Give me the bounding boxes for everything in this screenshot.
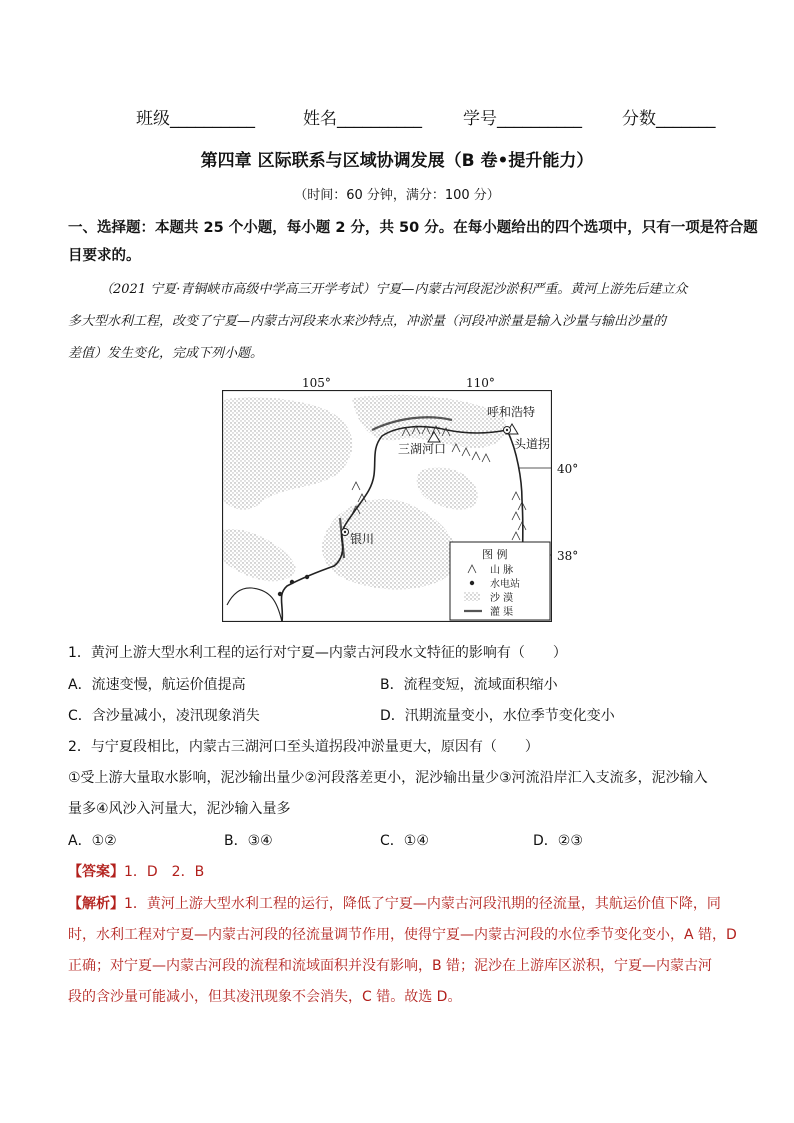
map-legend (450, 542, 550, 620)
legend-mountain-label: 山 脉 (490, 565, 514, 576)
question-2-statements-line2: 量多④风沙入河量大，泥沙输入量多 (68, 801, 291, 817)
question-2-option-a: A．①② (68, 833, 117, 849)
toudaoguai-label: 头道拐 (514, 437, 551, 451)
sanhuhekou-label: 三湖河口 (398, 442, 447, 456)
answer-line (68, 861, 204, 881)
question-2-option-d: D．②③ (533, 833, 583, 849)
question-1-option-b: B．流程变短，流域面积缩小 (380, 677, 558, 693)
analysis-tag: 【解析】 (68, 896, 124, 912)
question-2-option-c: C．①④ (380, 833, 429, 849)
time-score-note: （时间：60 分钟，满分：100 分） (294, 188, 500, 203)
student-info-header (0, 104, 794, 132)
intro-line1: （2021 宁夏·青铜峡市高级中学高三开学考试）宁夏—内蒙古河段泥沙淤积严重。黄河上游先后建立众 (100, 282, 688, 297)
legend-desert-icon (464, 592, 480, 601)
legend-canal-label: 灌 渠 (490, 607, 514, 618)
latitude-40-label: 40° (557, 462, 579, 476)
class-field-label: 班级__________ (136, 109, 255, 129)
question-2-stem: 2．与宁夏段相比，内蒙古三湖河口至头道拐段冲淤量更大，原因有（ ） (68, 739, 539, 755)
legend-desert-label: 沙 漠 (490, 593, 514, 604)
hohhot-label: 呼和浩特 (487, 405, 536, 419)
analysis-line3: 正确；对宁夏—内蒙古河段的流程和流域面积并没有影响，B 错；泥沙在上游库区淤积，宁夏—内蒙古河 (68, 958, 713, 974)
intro-line3: 差值）发生变化，完成下列小题。 (68, 346, 264, 361)
student-id-field-label: 学号__________ (463, 109, 582, 129)
page-title: 第四章 区际联系与区域协调发展（B 卷•提升能力） (200, 151, 594, 171)
legend-hydro-icon (470, 581, 474, 585)
question-1-option-a: A．流速变慢，航运价值提高 (68, 677, 246, 693)
legend-hydro-label: 水电站 (490, 579, 520, 590)
analysis-line4: 段的含沙量可能减小，但其凌汛现象不会消失，C 错。故选 D。 (68, 989, 462, 1005)
longitude-110-label: 110° (466, 376, 495, 390)
analysis-line2: 时，水利工程对宁夏—内蒙古河段的径流量调节作用，使得宁夏—内蒙古河段的水位季节变化变小，A 错，D (68, 927, 737, 943)
score-field-label: 分数_______ (622, 109, 716, 129)
yinchuan-label: 银川 (350, 532, 375, 546)
analysis-text-line1: 1．黄河上游大型水利工程的运行，降低了宁夏—内蒙古河段汛期的径流量，其航运价值下降，同 (124, 896, 721, 912)
longitude-105-label: 105° (302, 376, 331, 390)
name-field-label: 姓名__________ (303, 109, 422, 129)
answer-text: 1．D 2．B (124, 864, 205, 880)
answer-tag: 【答案】 (68, 864, 124, 880)
latitude-38-label: 38° (557, 549, 579, 563)
section-instruction-line1: 一、选择题：本题共 25 个小题，每小题 2 分，共 50 分。在每小题给出的四个选项中，只有一项是符合题 (68, 220, 758, 236)
analysis-line1 (68, 893, 721, 913)
question-2-statements-line1: ①受上游大量取水影响，泥沙输出量少②河段落差更小，泥沙输出量少③河流沿岸汇入支流多，泥沙输入 (68, 770, 708, 786)
legend-title: 图 例 (482, 548, 508, 561)
question-2-option-b: B．③④ (224, 833, 273, 849)
question-1-option-c: C．含沙量减小，凌汛现象消失 (68, 708, 260, 724)
section-instruction-line2: 目要求的。 (68, 248, 141, 264)
question-1-stem: 1．黄河上游大型水利工程的运行对宁夏—内蒙古河段水文特征的影响有（ ） (68, 645, 567, 661)
intro-line2: 多大型水利工程，改变了宁夏—内蒙古河段来水来沙特点，冲淤量（河段冲淤量是输入沙量与输出沙量的 (68, 314, 667, 329)
question-1-option-d: D．汛期流量变小，水位季节变化变小 (380, 708, 615, 724)
yellow-river-map (222, 390, 552, 622)
